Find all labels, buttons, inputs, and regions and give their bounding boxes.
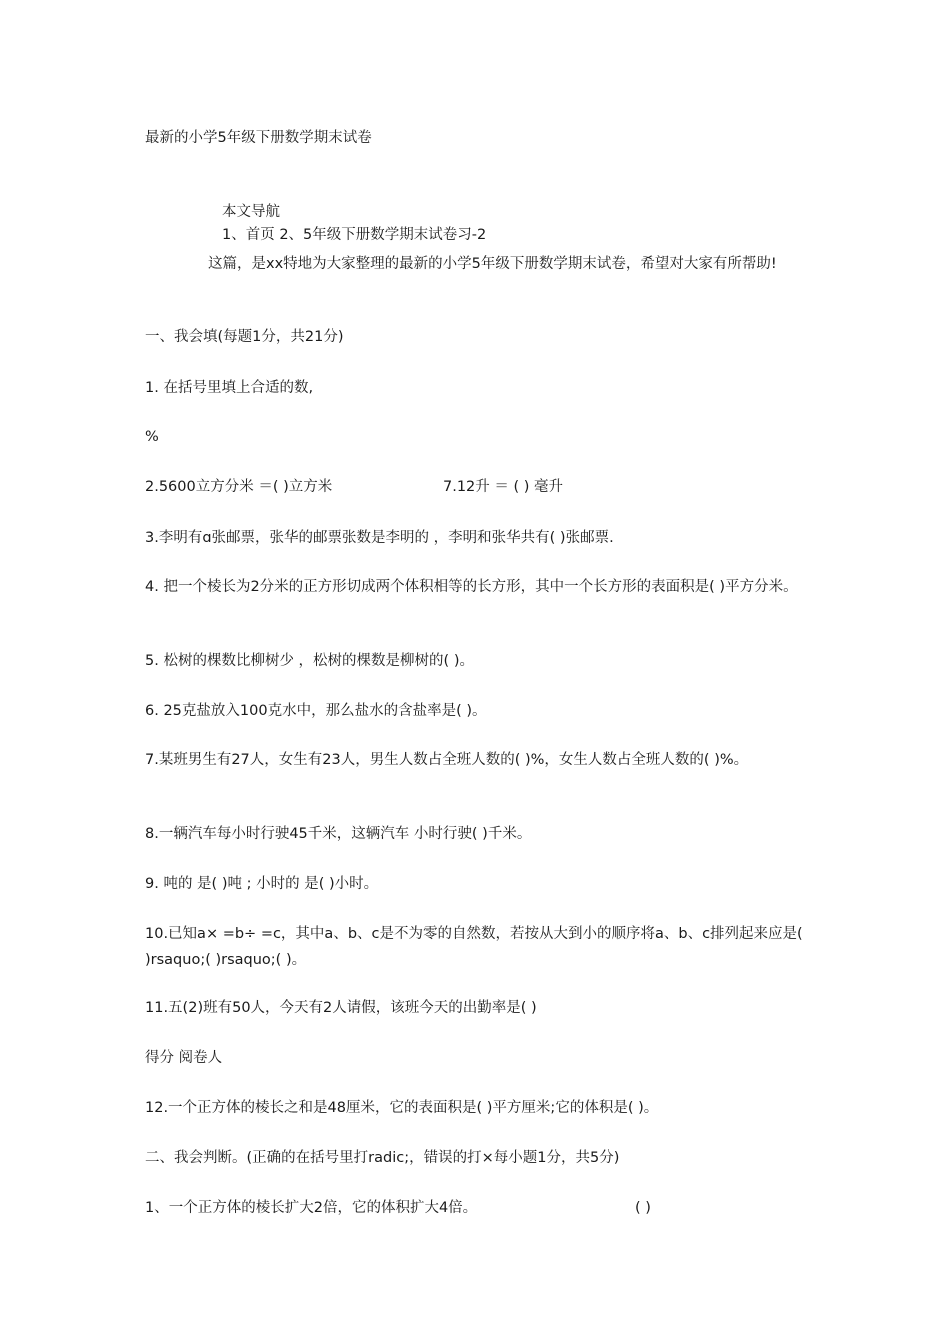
question-3: 3.李明有ɑ张邮票，张华的邮票张数是李明的 ，李明和张华共有( )张邮票. [145, 530, 614, 546]
judge-question-1 [145, 1198, 651, 1218]
nav-links[interactable]: 1、首页 2、5年级下册数学期末试卷习-2 [222, 227, 487, 243]
question-1: 1. 在括号里填上合适的数, [145, 380, 314, 396]
intro-paragraph: 这篇，是xx特地为大家整理的最新的小学5年级下册数学期末试卷，希望对大家有所帮助! [208, 256, 777, 272]
question-2 [145, 477, 563, 497]
judge-question-1-text: 1、一个正方体的棱长扩大2倍，它的体积扩大4倍。 [145, 1200, 478, 1216]
question-2-part-b: 7.12升 ＝ ( ) 毫升 [443, 479, 564, 495]
question-11: 11.五(2)班有50人，今天有2人请假，该班今天的出勤率是( ) [145, 1000, 537, 1016]
question-12: 12.一个正方体的棱长之和是48厘米，它的表面积是( )平方厘米;它的体积是( )。 [145, 1100, 659, 1116]
percent-sign: % [145, 429, 159, 445]
question-9: 9. 吨的 是( )吨 ; 小时的 是( )小时。 [145, 876, 379, 892]
question-8: 8.一辆汽车每小时行驶45千米，这辆汽车 小时行驶( )千米。 [145, 826, 532, 842]
question-5: 5. 松树的棵数比柳树少 ，松树的棵数是柳树的( )。 [145, 653, 474, 669]
question-7: 7.某班男生有27人，女生有23人，男生人数占全班人数的( )%，女生人数占全班人数的( )%。 [145, 752, 749, 768]
document-title: 最新的小学5年级下册数学期末试卷 [145, 130, 372, 146]
question-10: 10.已知a× =b÷ =c，其中a、b、c是不为零的自然数，若按从大到小的顺序将a、b、c排列起来应是( )rsaquo;( )rsaquo;( )。 [145, 926, 803, 968]
nav-title: 本文导航 [222, 204, 280, 220]
section-two-heading: 二、我会判断。(正确的在括号里打radic;，错误的打×每小题1分，共5分) [145, 1150, 620, 1166]
question-6: 6. 25克盐放入100克水中，那么盐水的含盐率是( )。 [145, 703, 487, 719]
score-reviewer-label: 得分 阅卷人 [145, 1050, 223, 1066]
section-one-heading: 一、我会填(每题1分，共21分) [145, 329, 344, 345]
judge-question-1-blank: ( ) [635, 1200, 651, 1216]
question-4: 4. 把一个棱长为2分米的正方形切成两个体积相等的长方形，其中一个长方形的表面积是( )平方分米。 [145, 579, 798, 595]
question-2-part-a: 2.5600立方分米 ＝( )立方米 [145, 479, 333, 495]
